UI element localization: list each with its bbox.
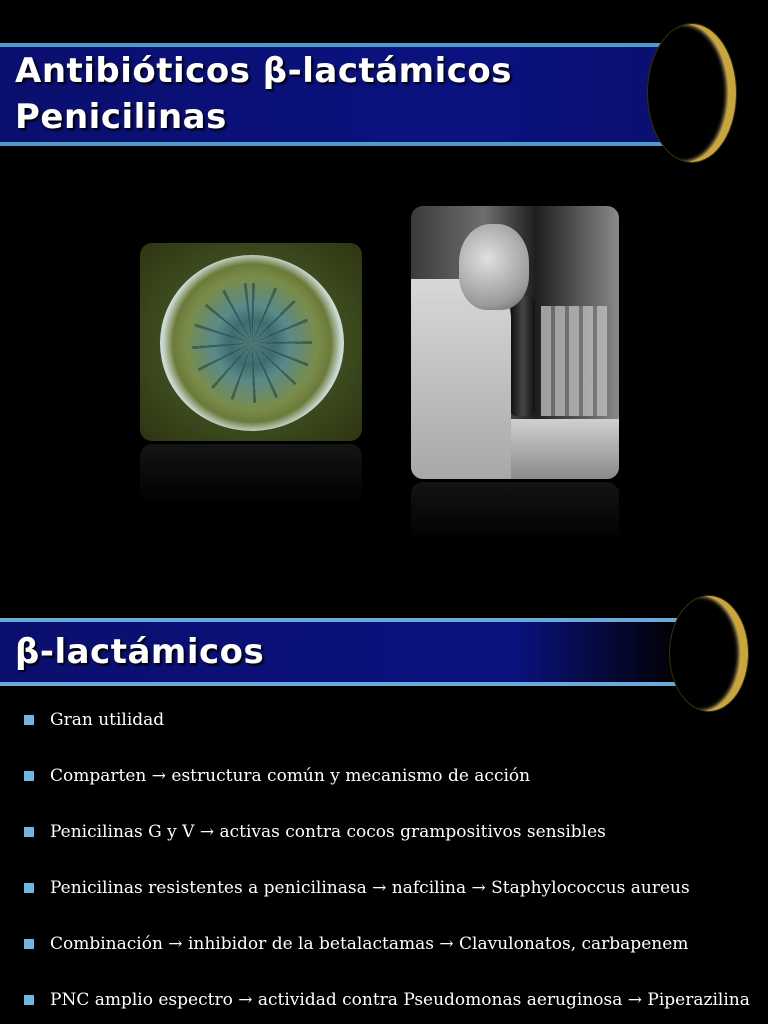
crescent-moon-decoration xyxy=(647,23,737,163)
bullet-square-icon xyxy=(24,995,34,1005)
bullet-square-icon xyxy=(24,827,34,837)
slide-title-line-2: Penicilinas xyxy=(15,97,227,137)
bullet-text: Gran utilidad xyxy=(50,710,165,730)
crescent-moon-decoration xyxy=(669,595,749,712)
bullet-square-icon xyxy=(24,883,34,893)
title-banner xyxy=(0,43,668,146)
list-item xyxy=(24,985,764,1015)
bullet-text: Penicilinas G y V → activas contra cocos grampositivos sensibles xyxy=(50,822,606,842)
scientist-head xyxy=(459,224,529,310)
photo-reflection xyxy=(140,444,362,504)
bullet-text: Comparten → estructura común y mecanismo de acción xyxy=(50,766,531,786)
scientist-microscope-photo xyxy=(411,206,619,479)
slide-beta-lactamicos xyxy=(0,590,768,1024)
bullet-square-icon xyxy=(24,715,34,725)
mold-colony-image xyxy=(160,255,344,431)
list-item xyxy=(24,817,764,847)
bullet-square-icon xyxy=(24,771,34,781)
bullet-text: Combinación → inhibidor de la betalactamas → Clavulonatos, carbapenem xyxy=(50,934,689,954)
list-item xyxy=(24,705,764,735)
lab-bottles xyxy=(541,306,611,416)
bullet-square-icon xyxy=(24,939,34,949)
slide-title-line-1: Antibióticos β-lactámicos xyxy=(15,51,512,91)
photo-reflection xyxy=(411,482,619,542)
list-item xyxy=(24,761,764,791)
bullet-text: Penicilinas resistentes a penicilinasa → nafcilina → Staphylococcus aureus xyxy=(50,878,690,898)
bullet-text: PNC amplio espectro → actividad contra Pseudomonas aeruginosa → Piperazilina xyxy=(50,990,750,1010)
list-item xyxy=(24,873,764,903)
penicillium-mold-photo xyxy=(140,243,362,441)
microscope xyxy=(511,296,535,416)
slide-title: β-lactámicos xyxy=(15,632,265,672)
mold-rays xyxy=(192,283,312,403)
list-item xyxy=(24,929,764,959)
title-banner xyxy=(0,618,680,686)
